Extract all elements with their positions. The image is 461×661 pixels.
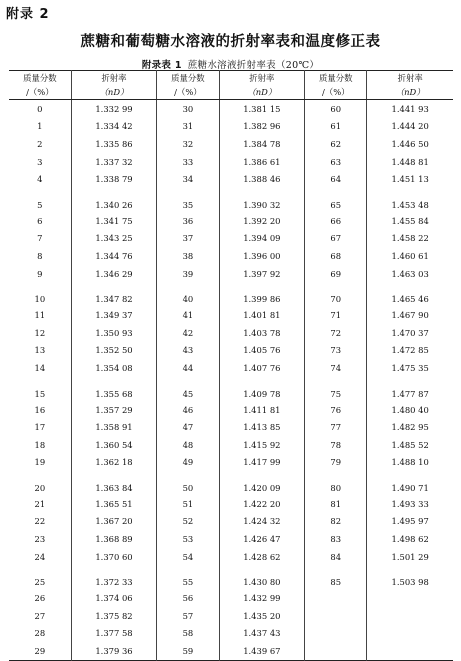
cell-mass-fraction: 66 xyxy=(305,212,367,230)
cell-mass-fraction: 62 xyxy=(305,135,367,153)
table-caption xyxy=(0,57,461,71)
cell-mass-fraction: 47 xyxy=(157,418,219,436)
cell-mass-fraction: 30 xyxy=(157,100,219,118)
table-row xyxy=(9,188,453,212)
table-row xyxy=(9,135,453,153)
cell-mass-fraction: 21 xyxy=(9,495,71,513)
cell-mass-fraction: 84 xyxy=(305,548,367,566)
cell-refractive-index: 1.338 79 xyxy=(71,170,157,188)
cell-refractive-index: 1.411 81 xyxy=(219,401,305,419)
cell-mass-fraction: 53 xyxy=(157,530,219,548)
cell-refractive-index: 1.417 99 xyxy=(219,454,305,472)
cell-refractive-index: 1.390 32 xyxy=(219,188,305,212)
cell-refractive-index: 1.415 92 xyxy=(219,436,305,454)
cell-refractive-index: 1.352 50 xyxy=(71,342,157,360)
table-row xyxy=(9,153,453,171)
cell-refractive-index: 1.435 20 xyxy=(219,607,305,625)
cell-mass-fraction: 4 xyxy=(9,170,71,188)
cell-mass-fraction: 36 xyxy=(157,212,219,230)
cell-refractive-index: 1.365 51 xyxy=(71,495,157,513)
cell-mass-fraction: 22 xyxy=(9,513,71,531)
cell-mass-fraction: 26 xyxy=(9,589,71,607)
cell-refractive-index: 1.360 54 xyxy=(71,436,157,454)
cell-mass-fraction: 3 xyxy=(9,153,71,171)
cell-mass-fraction: 44 xyxy=(157,359,219,377)
header-symbol: （nD） xyxy=(367,85,453,100)
cell-mass-fraction: 70 xyxy=(305,282,367,306)
table-row xyxy=(9,359,453,377)
cell-refractive-index: 1.341 75 xyxy=(71,212,157,230)
cell-refractive-index: 1.392 20 xyxy=(219,212,305,230)
cell-refractive-index: 1.370 60 xyxy=(71,548,157,566)
cell-refractive-index: 1.367 20 xyxy=(71,513,157,531)
table-row xyxy=(9,324,453,342)
cell-mass-fraction: 32 xyxy=(157,135,219,153)
cell-refractive-index: 1.503 98 xyxy=(391,577,429,588)
cell-mass-fraction: 51 xyxy=(157,495,219,513)
cell-mass-fraction: 5 xyxy=(9,188,71,212)
cell-mass-fraction: 56 xyxy=(157,589,219,607)
cell-mass-fraction: 64 xyxy=(305,170,367,188)
table-row xyxy=(9,642,453,660)
table-row xyxy=(9,436,453,454)
table-label: 附录表 1 xyxy=(141,60,182,71)
cell-refractive-index: 1.448 81 xyxy=(391,156,429,167)
table-row xyxy=(9,212,453,230)
table-row xyxy=(9,607,453,625)
cell-mass-fraction: 74 xyxy=(305,359,367,377)
cell-mass-fraction: 18 xyxy=(9,436,71,454)
table-row xyxy=(9,471,453,495)
cell-refractive-index: 1.432 99 xyxy=(219,589,305,607)
cell-mass-fraction: 41 xyxy=(157,306,219,324)
cell-mass-fraction: 57 xyxy=(157,607,219,625)
cell-mass-fraction: 29 xyxy=(9,642,71,660)
cell-refractive-index: 1.424 32 xyxy=(219,513,305,531)
cell-refractive-index: 1.403 78 xyxy=(219,324,305,342)
cell-refractive-index: 1.451 13 xyxy=(391,174,429,185)
cell-mass-fraction: 13 xyxy=(9,342,71,360)
cell-refractive-index: 1.470 37 xyxy=(391,327,429,338)
cell-mass-fraction: 8 xyxy=(9,247,71,265)
cell-mass-fraction: 31 xyxy=(157,118,219,136)
cell-refractive-index: 1.340 26 xyxy=(71,188,157,212)
cell-refractive-index: 1.374 06 xyxy=(71,589,157,607)
cell-refractive-index: 1.475 35 xyxy=(391,362,429,373)
cell-mass-fraction: 60 xyxy=(305,100,367,118)
cell-mass-fraction: 80 xyxy=(305,471,367,495)
cell-mass-fraction: 0 xyxy=(9,100,71,118)
table-row xyxy=(9,282,453,306)
cell-refractive-index: 1.501 29 xyxy=(391,551,429,562)
cell-refractive-index: 1.495 97 xyxy=(391,516,429,527)
cell-mass-fraction: 20 xyxy=(9,471,71,495)
header-refractive-index: 折射率 xyxy=(71,71,157,86)
cell-mass-fraction: 58 xyxy=(157,625,219,643)
cell-refractive-index: 1.409 78 xyxy=(219,377,305,401)
cell-refractive-index: 1.485 52 xyxy=(391,439,429,450)
page-title: 蔗糖和葡萄糖水溶液的折射率表和温度修正表 xyxy=(80,34,381,50)
cell-refractive-index: 1.405 76 xyxy=(219,342,305,360)
cell-refractive-index: 1.355 68 xyxy=(71,377,157,401)
table-row xyxy=(9,230,453,248)
cell-refractive-index: 1.453 48 xyxy=(391,199,429,210)
cell-mass-fraction: 82 xyxy=(305,513,367,531)
cell-refractive-index: 1.463 03 xyxy=(391,268,429,279)
cell-mass-fraction: 55 xyxy=(157,565,219,589)
cell-refractive-index xyxy=(367,589,453,607)
cell-refractive-index: 1.363 84 xyxy=(71,471,157,495)
cell-mass-fraction: 28 xyxy=(9,625,71,643)
cell-refractive-index: 1.332 99 xyxy=(71,100,157,118)
header-refractive-index: 折射率 xyxy=(219,71,305,86)
cell-refractive-index: 1.377 58 xyxy=(71,625,157,643)
table-row xyxy=(9,265,453,283)
cell-mass-fraction: 73 xyxy=(305,342,367,360)
cell-refractive-index xyxy=(367,607,453,625)
cell-mass-fraction: 78 xyxy=(305,436,367,454)
cell-mass-fraction: 67 xyxy=(305,230,367,248)
cell-refractive-index: 1.346 29 xyxy=(71,265,157,283)
cell-mass-fraction xyxy=(305,589,367,607)
cell-refractive-index: 1.444 20 xyxy=(391,121,429,132)
cell-refractive-index: 1.488 10 xyxy=(391,457,429,468)
cell-refractive-index: 1.430 80 xyxy=(219,565,305,589)
cell-mass-fraction: 49 xyxy=(157,454,219,472)
table-row xyxy=(9,401,453,419)
appendix-label: 附录 2 xyxy=(6,7,50,22)
table-row xyxy=(9,589,453,607)
refractive-index-table xyxy=(9,70,453,661)
cell-refractive-index: 1.420 09 xyxy=(219,471,305,495)
cell-mass-fraction: 79 xyxy=(305,454,367,472)
table-row xyxy=(9,513,453,531)
cell-refractive-index: 1.413 85 xyxy=(219,418,305,436)
cell-mass-fraction: 12 xyxy=(9,324,71,342)
table-header xyxy=(9,71,453,100)
cell-refractive-index: 1.407 76 xyxy=(219,359,305,377)
cell-refractive-index: 1.388 46 xyxy=(219,170,305,188)
cell-refractive-index: 1.349 37 xyxy=(71,306,157,324)
cell-mass-fraction: 7 xyxy=(9,230,71,248)
cell-refractive-index: 1.441 93 xyxy=(391,103,429,114)
cell-refractive-index: 1.482 95 xyxy=(391,422,429,433)
cell-mass-fraction: 45 xyxy=(157,377,219,401)
cell-mass-fraction: 76 xyxy=(305,401,367,419)
header-unit: /（%） xyxy=(9,85,71,100)
cell-mass-fraction: 15 xyxy=(9,377,71,401)
cell-mass-fraction: 61 xyxy=(305,118,367,136)
cell-mass-fraction: 46 xyxy=(157,401,219,419)
cell-mass-fraction: 71 xyxy=(305,306,367,324)
table-row xyxy=(9,118,453,136)
cell-mass-fraction: 65 xyxy=(305,188,367,212)
cell-refractive-index: 1.455 84 xyxy=(391,215,429,226)
cell-mass-fraction: 6 xyxy=(9,212,71,230)
cell-refractive-index: 1.394 09 xyxy=(219,230,305,248)
header-mass-fraction: 质量分数 xyxy=(305,71,367,86)
cell-mass-fraction: 50 xyxy=(157,471,219,495)
cell-refractive-index: 1.426 47 xyxy=(219,530,305,548)
cell-mass-fraction: 72 xyxy=(305,324,367,342)
cell-refractive-index: 1.399 86 xyxy=(219,282,305,306)
cell-refractive-index: 1.344 76 xyxy=(71,247,157,265)
cell-refractive-index: 1.428 62 xyxy=(219,548,305,566)
cell-mass-fraction: 27 xyxy=(9,607,71,625)
cell-refractive-index: 1.490 71 xyxy=(391,483,429,494)
table-row xyxy=(9,377,453,401)
cell-mass-fraction: 25 xyxy=(9,565,71,589)
cell-refractive-index: 1.397 92 xyxy=(219,265,305,283)
cell-refractive-index: 1.337 32 xyxy=(71,153,157,171)
cell-refractive-index: 1.381 15 xyxy=(219,100,305,118)
cell-mass-fraction: 2 xyxy=(9,135,71,153)
cell-refractive-index: 1.382 96 xyxy=(219,118,305,136)
table-row xyxy=(9,100,453,118)
header-mass-fraction: 质量分数 xyxy=(157,71,219,86)
table-row xyxy=(9,306,453,324)
cell-mass-fraction: 37 xyxy=(157,230,219,248)
cell-mass-fraction: 19 xyxy=(9,454,71,472)
header-symbol: （nD） xyxy=(219,85,305,100)
cell-refractive-index: 1.446 50 xyxy=(391,138,429,149)
cell-mass-fraction: 42 xyxy=(157,324,219,342)
table-row xyxy=(9,625,453,643)
cell-mass-fraction: 39 xyxy=(157,265,219,283)
cell-mass-fraction: 81 xyxy=(305,495,367,513)
cell-mass-fraction: 85 xyxy=(305,565,367,589)
cell-mass-fraction: 14 xyxy=(9,359,71,377)
cell-refractive-index: 1.386 61 xyxy=(219,153,305,171)
cell-mass-fraction: 1 xyxy=(9,118,71,136)
cell-refractive-index: 1.379 36 xyxy=(71,642,157,660)
cell-mass-fraction: 40 xyxy=(157,282,219,306)
header-mass-fraction: 质量分数 xyxy=(9,71,71,86)
cell-refractive-index: 1.460 61 xyxy=(391,250,429,261)
cell-refractive-index: 1.334 42 xyxy=(71,118,157,136)
table-row xyxy=(9,342,453,360)
cell-mass-fraction: 16 xyxy=(9,401,71,419)
cell-refractive-index xyxy=(367,642,453,660)
cell-refractive-index xyxy=(367,625,453,643)
table-row xyxy=(9,495,453,513)
cell-refractive-index: 1.347 82 xyxy=(71,282,157,306)
cell-mass-fraction: 17 xyxy=(9,418,71,436)
cell-refractive-index: 1.467 90 xyxy=(391,310,429,321)
cell-mass-fraction: 35 xyxy=(157,188,219,212)
cell-refractive-index: 1.472 85 xyxy=(391,345,429,356)
cell-mass-fraction: 43 xyxy=(157,342,219,360)
header-unit: /（%） xyxy=(305,85,367,100)
cell-mass-fraction: 83 xyxy=(305,530,367,548)
cell-refractive-index: 1.343 25 xyxy=(71,230,157,248)
cell-mass-fraction: 38 xyxy=(157,247,219,265)
cell-refractive-index: 1.368 89 xyxy=(71,530,157,548)
cell-refractive-index: 1.384 78 xyxy=(219,135,305,153)
cell-refractive-index: 1.396 00 xyxy=(219,247,305,265)
table-title: 蔗糖水溶液折射率表（20℃） xyxy=(187,60,320,71)
cell-refractive-index: 1.477 87 xyxy=(391,388,429,399)
cell-mass-fraction: 33 xyxy=(157,153,219,171)
table-row xyxy=(9,565,453,589)
cell-refractive-index: 1.480 40 xyxy=(391,404,429,415)
cell-refractive-index: 1.422 20 xyxy=(219,495,305,513)
cell-refractive-index: 1.458 22 xyxy=(391,233,429,244)
header-symbol: （nD） xyxy=(71,85,157,100)
cell-refractive-index: 1.437 43 xyxy=(219,625,305,643)
cell-mass-fraction: 54 xyxy=(157,548,219,566)
cell-mass-fraction: 9 xyxy=(9,265,71,283)
cell-refractive-index: 1.498 62 xyxy=(391,534,429,545)
cell-mass-fraction: 52 xyxy=(157,513,219,531)
cell-refractive-index: 1.358 91 xyxy=(71,418,157,436)
cell-refractive-index: 1.354 08 xyxy=(71,359,157,377)
cell-mass-fraction xyxy=(305,642,367,660)
cell-refractive-index: 1.465 46 xyxy=(391,294,429,305)
cell-mass-fraction: 68 xyxy=(305,247,367,265)
cell-refractive-index: 1.375 82 xyxy=(71,607,157,625)
cell-refractive-index: 1.350 93 xyxy=(71,324,157,342)
cell-refractive-index: 1.401 81 xyxy=(219,306,305,324)
table-row xyxy=(9,418,453,436)
cell-mass-fraction: 48 xyxy=(157,436,219,454)
cell-refractive-index: 1.357 29 xyxy=(71,401,157,419)
table-row xyxy=(9,530,453,548)
cell-mass-fraction: 11 xyxy=(9,306,71,324)
cell-mass-fraction: 34 xyxy=(157,170,219,188)
table-row xyxy=(9,247,453,265)
cell-mass-fraction: 75 xyxy=(305,377,367,401)
cell-mass-fraction xyxy=(305,625,367,643)
cell-refractive-index: 1.493 33 xyxy=(391,498,429,509)
cell-mass-fraction: 63 xyxy=(305,153,367,171)
header-unit: /（%） xyxy=(157,85,219,100)
cell-mass-fraction: 77 xyxy=(305,418,367,436)
table-row xyxy=(9,548,453,566)
cell-refractive-index: 1.439 67 xyxy=(219,642,305,660)
table-row xyxy=(9,454,453,472)
cell-mass-fraction: 59 xyxy=(157,642,219,660)
cell-mass-fraction: 23 xyxy=(9,530,71,548)
cell-mass-fraction xyxy=(305,607,367,625)
header-refractive-index: 折射率 xyxy=(397,73,423,83)
table-row xyxy=(9,170,453,188)
cell-mass-fraction: 10 xyxy=(9,282,71,306)
cell-refractive-index: 1.372 33 xyxy=(71,565,157,589)
cell-refractive-index: 1.335 86 xyxy=(71,135,157,153)
table-body xyxy=(9,100,453,661)
cell-mass-fraction: 69 xyxy=(305,265,367,283)
cell-refractive-index: 1.362 18 xyxy=(71,454,157,472)
cell-mass-fraction: 24 xyxy=(9,548,71,566)
